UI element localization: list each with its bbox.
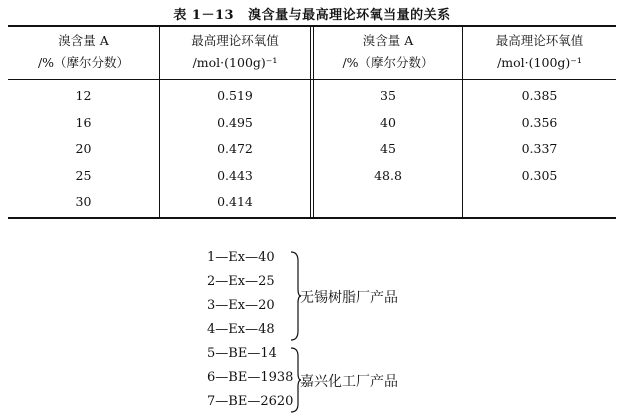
cell-bromine: 45 [380, 141, 396, 156]
legend-item: 3—Ex—20 [207, 298, 275, 313]
cell-epoxy: 0.443 [217, 168, 253, 183]
cell-bromine: 40 [380, 115, 396, 130]
cell-bromine: 35 [380, 88, 396, 103]
bottom-rule [8, 217, 616, 219]
cell-epoxy: 0.305 [521, 168, 558, 183]
legend-item: 5—BE—14 [207, 346, 277, 361]
maker-label-wuxi: 无锡树脂厂产品 [300, 290, 398, 306]
cell-bromine: 25 [75, 168, 92, 183]
maker-label-jiaxing: 嘉兴化工厂产品 [300, 374, 398, 390]
legend-item: 7—BE—2620 [207, 394, 294, 409]
header-bromine-left: 溴含量 A /%（摩尔分数） [37, 33, 130, 70]
cell-epoxy: 0.337 [521, 141, 558, 156]
cell-bromine: 48.8 [374, 168, 402, 183]
cell-epoxy: 0.472 [217, 141, 253, 156]
legend-item: 4—Ex—48 [207, 322, 275, 337]
cell-bromine: 30 [75, 194, 92, 209]
legend-item: 1—Ex—40 [207, 250, 275, 265]
table-caption [0, 4, 624, 23]
table-title: 溴含量与最高理论环氧当量的关系 [248, 8, 451, 23]
cell-epoxy: 0.495 [217, 115, 253, 130]
header-epoxy-left: 最高理论环氧值 /mol·(100g)⁻¹ [191, 33, 279, 70]
cell-epoxy: 0.519 [217, 88, 253, 103]
cell-epoxy: 0.356 [521, 115, 558, 130]
cell-epoxy: 0.385 [521, 88, 558, 103]
cell-epoxy: 0.414 [217, 194, 253, 209]
legend-item: 2—Ex—25 [207, 274, 275, 289]
header-bromine-right: 溴含量 A /%（摩尔分数） [342, 33, 434, 70]
cell-bromine: 20 [75, 141, 92, 156]
legend-item: 6—BE—1938 [207, 370, 294, 385]
cell-bromine: 16 [75, 115, 92, 130]
table-number: 表 1－13 [173, 8, 235, 23]
cell-bromine: 12 [75, 88, 92, 103]
header-epoxy-right: 最高理论环氧值 /mol·(100g)⁻¹ [495, 33, 584, 70]
